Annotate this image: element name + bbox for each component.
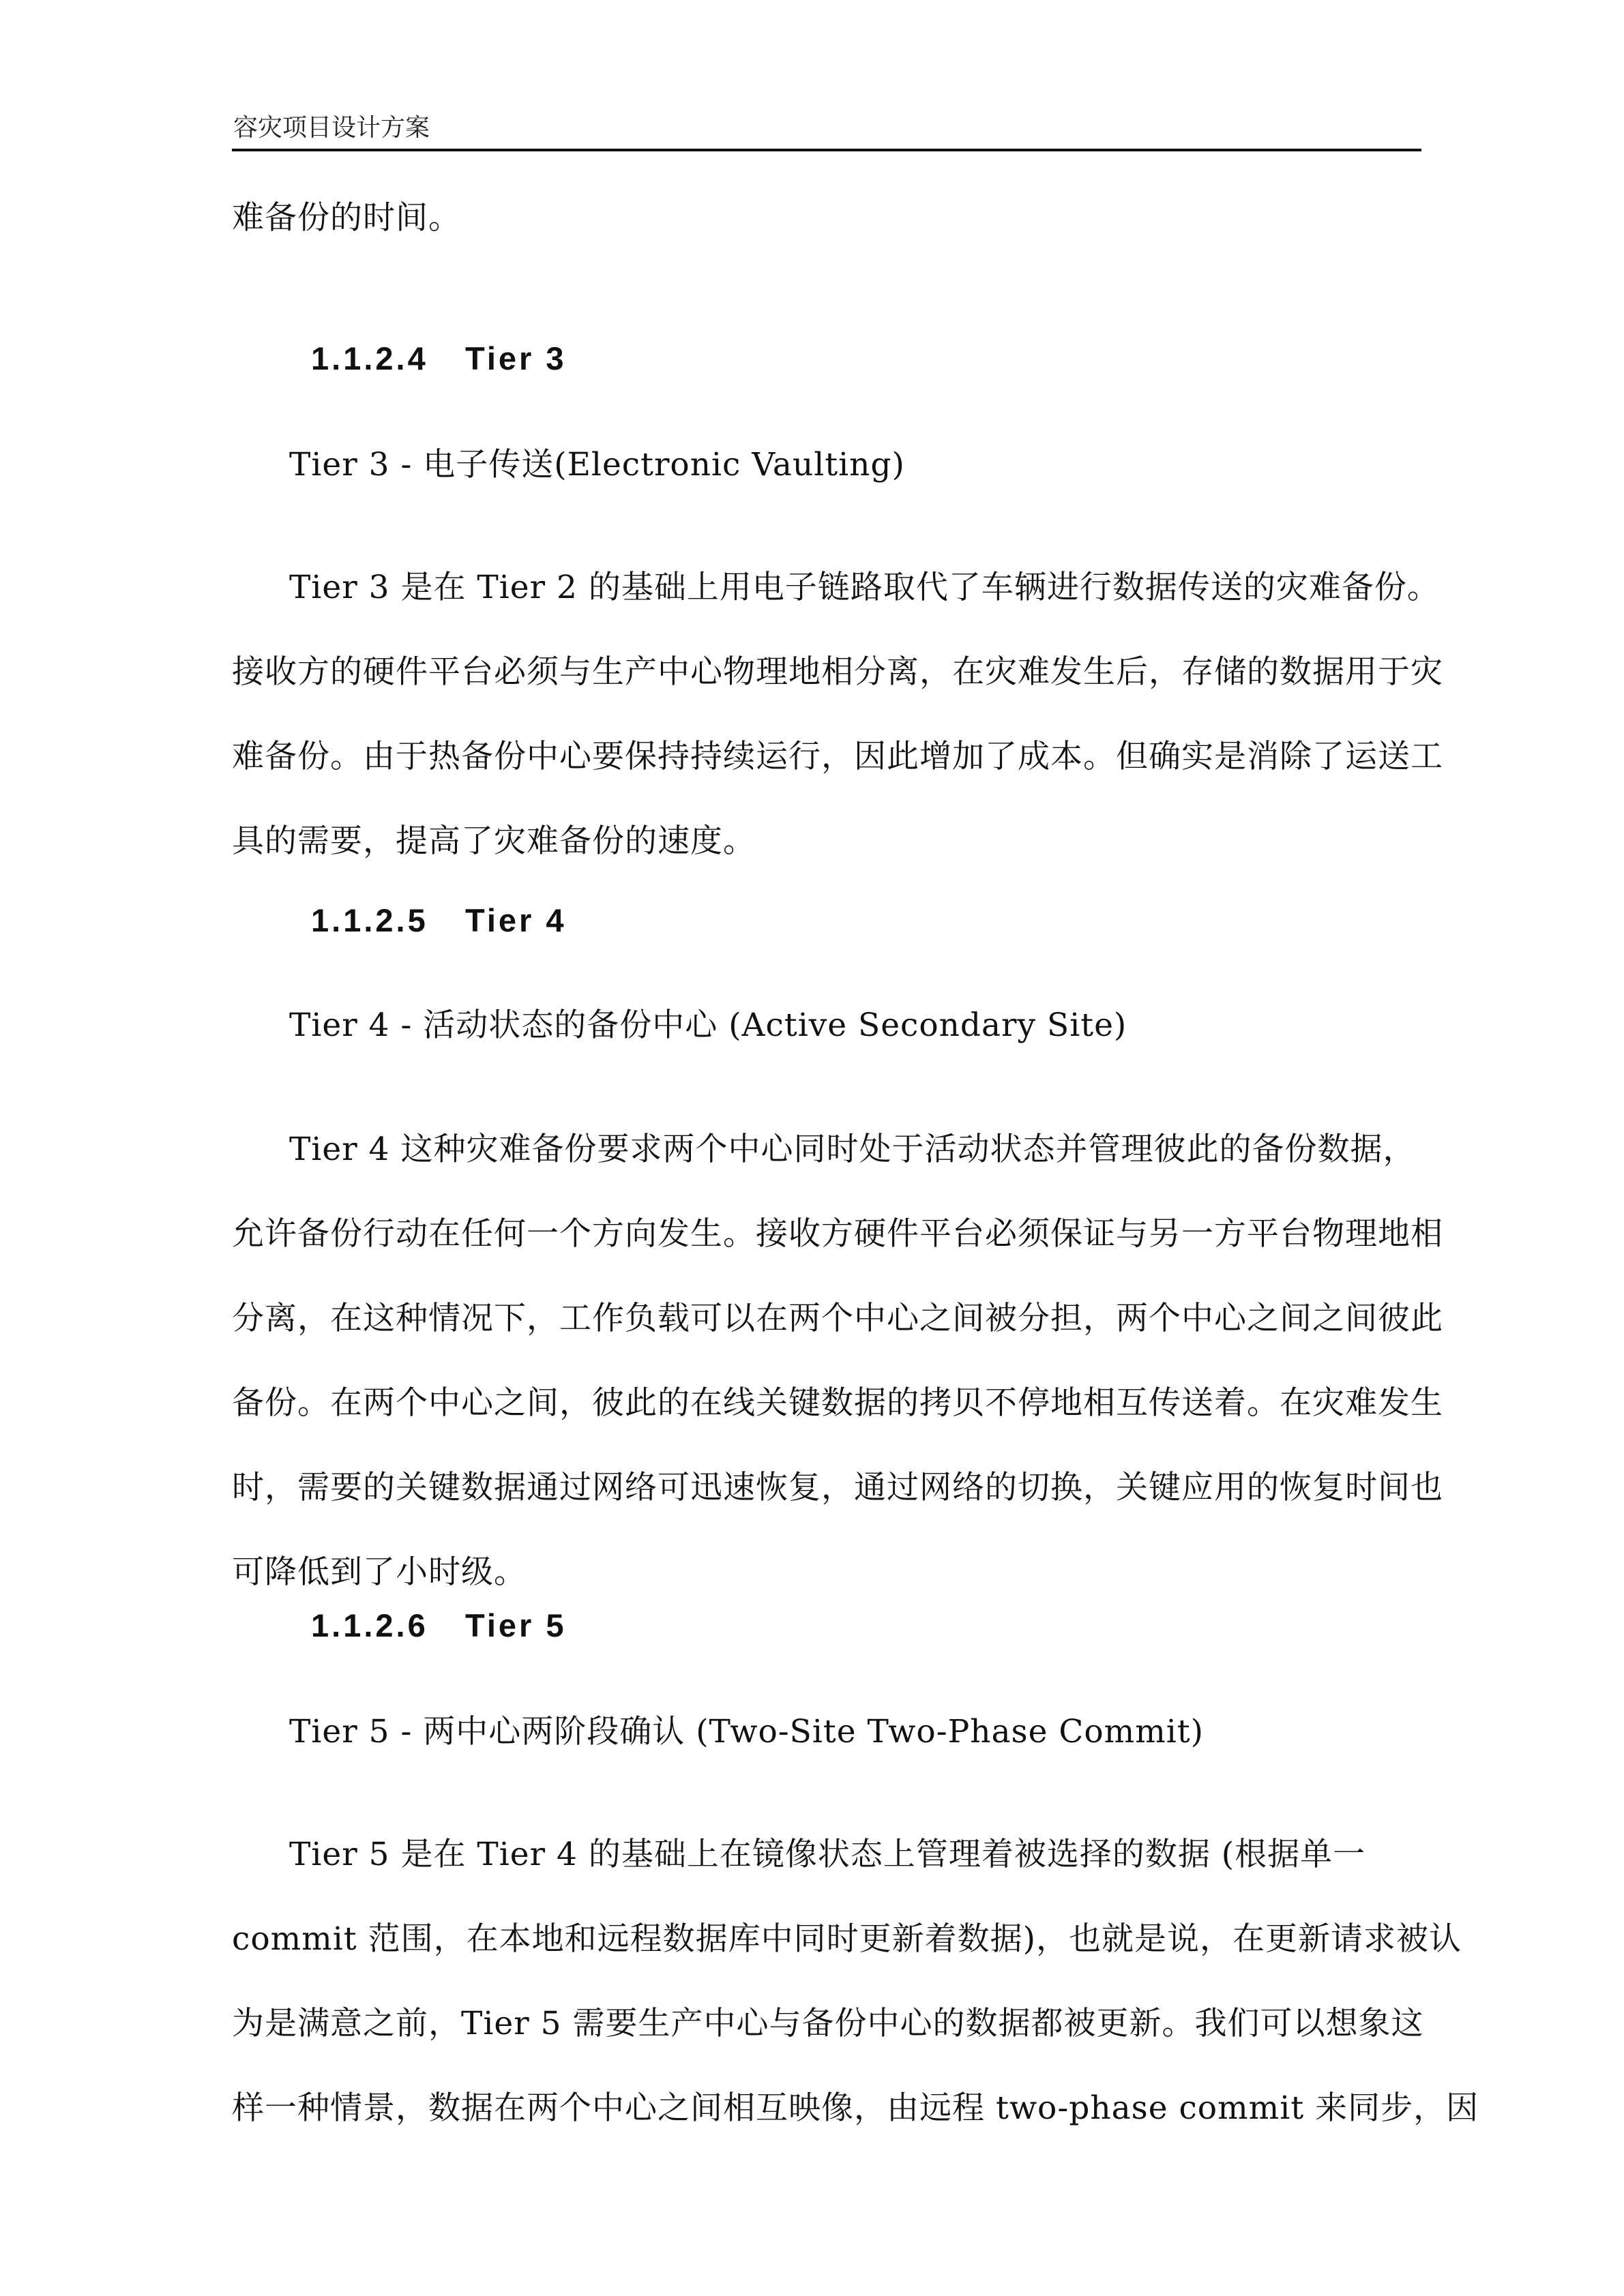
paragraph-line: 可降低到了小时级。	[232, 1553, 527, 1591]
paragraph-line: 样一种情景，数据在两个中心之间相互映像，由远程 two-phase commit 来同步，因	[232, 2089, 1479, 2127]
tier5-paragraph	[232, 1813, 1479, 2151]
tier3-paragraph	[232, 546, 1443, 884]
paragraph-line: 难备份。由于热备份中心要保持持续运行，因此增加了成本。但确实是消除了运送工	[232, 738, 1443, 775]
page-header	[232, 110, 1421, 151]
section-number: 1.1.2.4	[311, 340, 428, 376]
paragraph-line: 为是满意之前，Tier 5 需要生产中心与备份中心的数据都被更新。我们可以想象这	[232, 2005, 1424, 2042]
section-title: Tier 4	[465, 902, 567, 938]
intro-paragraph	[232, 176, 1432, 260]
section-title: Tier 3	[465, 340, 567, 376]
paragraph-line: 时，需要的关键数据通过网络可迅速恢复，通过网络的切换，关键应用的恢复时间也	[232, 1469, 1443, 1506]
section-title: Tier 5	[465, 1607, 567, 1643]
section-number: 1.1.2.6	[311, 1607, 428, 1643]
paragraph-line: 难备份的时间。	[232, 199, 461, 237]
paragraph-line: 具的需要，提高了灾难备份的速度。	[232, 822, 756, 860]
section-heading-tier5	[311, 1607, 567, 1644]
paragraph-line: 接收方的硬件平台必须与生产中心物理地相分离，在灾难发生后，存储的数据用于灾	[232, 653, 1443, 691]
paragraph-line: 分离，在这种情况下，工作负载可以在两个中心之间被分担，两个中心之间之间彼此	[232, 1300, 1443, 1337]
tier4-subtitle: Tier 4 - 活动状态的备份中心 (Active Secondary Site)	[289, 1007, 1127, 1044]
paragraph-line: 备份。在两个中心之间，彼此的在线关键数据的拷贝不停地相互传送着。在灾难发生	[232, 1384, 1443, 1422]
tier3-subtitle: Tier 3 - 电子传送(Electronic Vaulting)	[289, 446, 905, 483]
paragraph-line: Tier 5 是在 Tier 4 的基础上在镜像状态上管理着被选择的数据 (根据单一	[289, 1836, 1366, 1873]
paragraph-line: Tier 4 这种灾难备份要求两个中心同时处于活动状态并管理彼此的备份数据，	[289, 1131, 1416, 1168]
section-number: 1.1.2.5	[311, 902, 428, 938]
header-title: 容灾项目设计方案	[233, 114, 430, 142]
paragraph-line: 允许备份行动在任何一个方向发生。接收方硬件平台必须保证与另一方平台物理地相	[232, 1215, 1443, 1253]
section-heading-tier4	[311, 901, 567, 939]
tier5-subtitle: Tier 5 - 两中心两阶段确认 (Two-Site Two-Phase Commit)	[289, 1713, 1205, 1750]
paragraph-line: Tier 3 是在 Tier 2 的基础上用电子链路取代了车辆进行数据传送的灾难备份。	[289, 569, 1440, 606]
section-heading-tier3	[311, 340, 567, 377]
paragraph-line: commit 范围，在本地和远程数据库中同时更新着数据)，也就是说，在更新请求被认	[232, 1920, 1462, 1958]
tier4-paragraph	[232, 1107, 1443, 1615]
